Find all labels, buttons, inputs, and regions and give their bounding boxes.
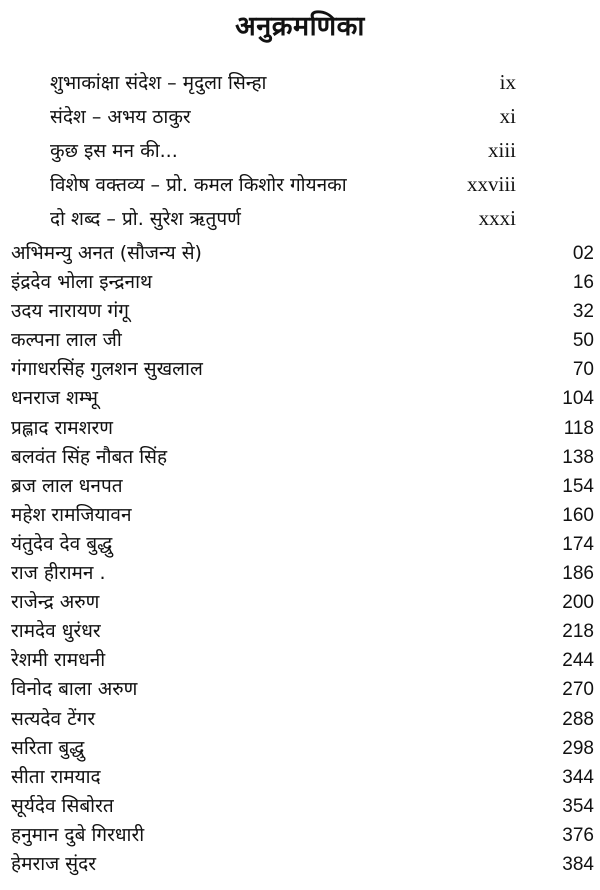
contents-item xyxy=(11,472,594,501)
contents-label: रामदेव धुरंधर xyxy=(11,620,101,643)
contents-label: हेमराज सुंदर xyxy=(11,852,96,875)
contents-page-number: 174 xyxy=(562,533,594,555)
contents-page-number: 32 xyxy=(572,301,594,323)
contents-list xyxy=(11,239,594,879)
contents-page-number: 200 xyxy=(562,592,594,614)
contents-item xyxy=(11,617,594,646)
contents-page-number: 02 xyxy=(572,243,594,264)
contents-label: धनराज शम्भू xyxy=(11,387,99,410)
front-matter-page: xxviii xyxy=(466,172,516,196)
front-matter-page: ix xyxy=(499,70,516,94)
contents-page-number: 298 xyxy=(562,737,594,759)
page-title: अनुक्रमणिका xyxy=(235,11,365,42)
front-matter-item xyxy=(50,103,516,137)
front-matter-label: शुभाकांक्षा संदेश – मृदुला सिन्हा xyxy=(50,72,267,94)
contents-page-number: 16 xyxy=(572,272,594,294)
contents-page-number: 154 xyxy=(562,475,594,497)
front-matter-item xyxy=(50,171,516,205)
contents-label: यंतुदेव देव बुद्धु xyxy=(11,532,113,555)
contents-label: इंद्रदेव भोला इन्द्रनाथ xyxy=(11,271,153,294)
contents-item xyxy=(11,675,594,704)
contents-page-number: 186 xyxy=(562,563,594,585)
contents-page-number: 104 xyxy=(562,388,594,410)
contents-item xyxy=(11,501,594,530)
contents-item xyxy=(11,297,594,326)
contents-label: सत्यदेव टेंगर xyxy=(11,707,96,730)
contents-label: महेश रामजियावन xyxy=(11,503,132,526)
contents-page-number: 270 xyxy=(562,679,594,701)
contents-item xyxy=(11,559,594,588)
contents-item xyxy=(11,588,594,617)
front-matter-label: दो शब्द – प्रो. सुरेश ऋतुपर्ण xyxy=(50,208,241,230)
contents-page-number: 354 xyxy=(562,795,594,817)
contents-page-number: 160 xyxy=(562,504,594,526)
contents-item xyxy=(11,239,594,268)
contents-page-number: 70 xyxy=(572,359,594,381)
contents-label: उदय नारायण गंगू xyxy=(11,300,129,323)
front-matter-label: कुछ इस मन की... xyxy=(50,140,178,162)
contents-item xyxy=(11,355,594,384)
contents-page-number: 288 xyxy=(562,708,594,730)
contents-item xyxy=(11,763,594,792)
front-matter-item xyxy=(50,137,516,171)
front-matter-list xyxy=(50,69,516,239)
contents-label: रेशमी रामधनी xyxy=(11,649,106,672)
contents-item xyxy=(11,646,594,675)
contents-item xyxy=(11,443,594,472)
contents-item xyxy=(11,326,594,355)
contents-label: प्रह्लाद रामशरण xyxy=(11,416,114,439)
front-matter-item xyxy=(50,69,516,103)
contents-page-number: 244 xyxy=(562,650,594,672)
contents-item xyxy=(11,850,594,879)
contents-item xyxy=(11,414,594,443)
contents-label: गंगाधरसिंह गुलशन सुखलाल xyxy=(11,358,203,381)
contents-label: राज हीरामन . xyxy=(11,562,106,585)
contents-page-number: 50 xyxy=(572,330,594,352)
contents-label: ब्रज लाल धनपत xyxy=(11,474,123,497)
contents-page-number: 118 xyxy=(563,417,594,439)
contents-item xyxy=(11,821,594,850)
front-matter-page: xiii xyxy=(487,138,516,162)
contents-page-number: 384 xyxy=(562,853,594,875)
contents-label: विनोद बाला अरुण xyxy=(11,678,138,701)
front-matter-label: संदेश – अभय ठाकुर xyxy=(50,106,191,128)
contents-item xyxy=(11,792,594,821)
contents-label: सीता रामयाद xyxy=(11,765,101,788)
contents-label: हनुमान दुबे गिरधारी xyxy=(11,823,145,846)
contents-item xyxy=(11,530,594,559)
front-matter-label: विशेष वक्तव्य – प्रो. कमल किशोर गोयनका xyxy=(50,174,347,196)
front-matter-page: xxxi xyxy=(478,206,516,230)
contents-label: अभिमन्यु अनत (सौजन्य से) xyxy=(11,242,202,264)
contents-label: कल्पना लाल जी xyxy=(11,329,122,352)
contents-page-number: 376 xyxy=(562,824,594,846)
contents-page-number: 344 xyxy=(562,766,594,788)
front-matter-item xyxy=(50,205,516,239)
contents-item xyxy=(11,268,594,297)
contents-page-number: 138 xyxy=(562,446,594,468)
contents-label: बलवंत सिंह नौबत सिंह xyxy=(11,445,168,468)
contents-label: सूर्यदेव सिबोरत xyxy=(11,794,114,817)
contents-page-number: 218 xyxy=(562,621,594,643)
contents-item xyxy=(11,384,594,413)
contents-label: सरिता बुद्धु xyxy=(11,736,85,759)
contents-item xyxy=(11,705,594,734)
contents-item xyxy=(11,734,594,763)
contents-label: राजेन्द्र अरुण xyxy=(11,591,100,614)
front-matter-page: xi xyxy=(499,104,516,128)
